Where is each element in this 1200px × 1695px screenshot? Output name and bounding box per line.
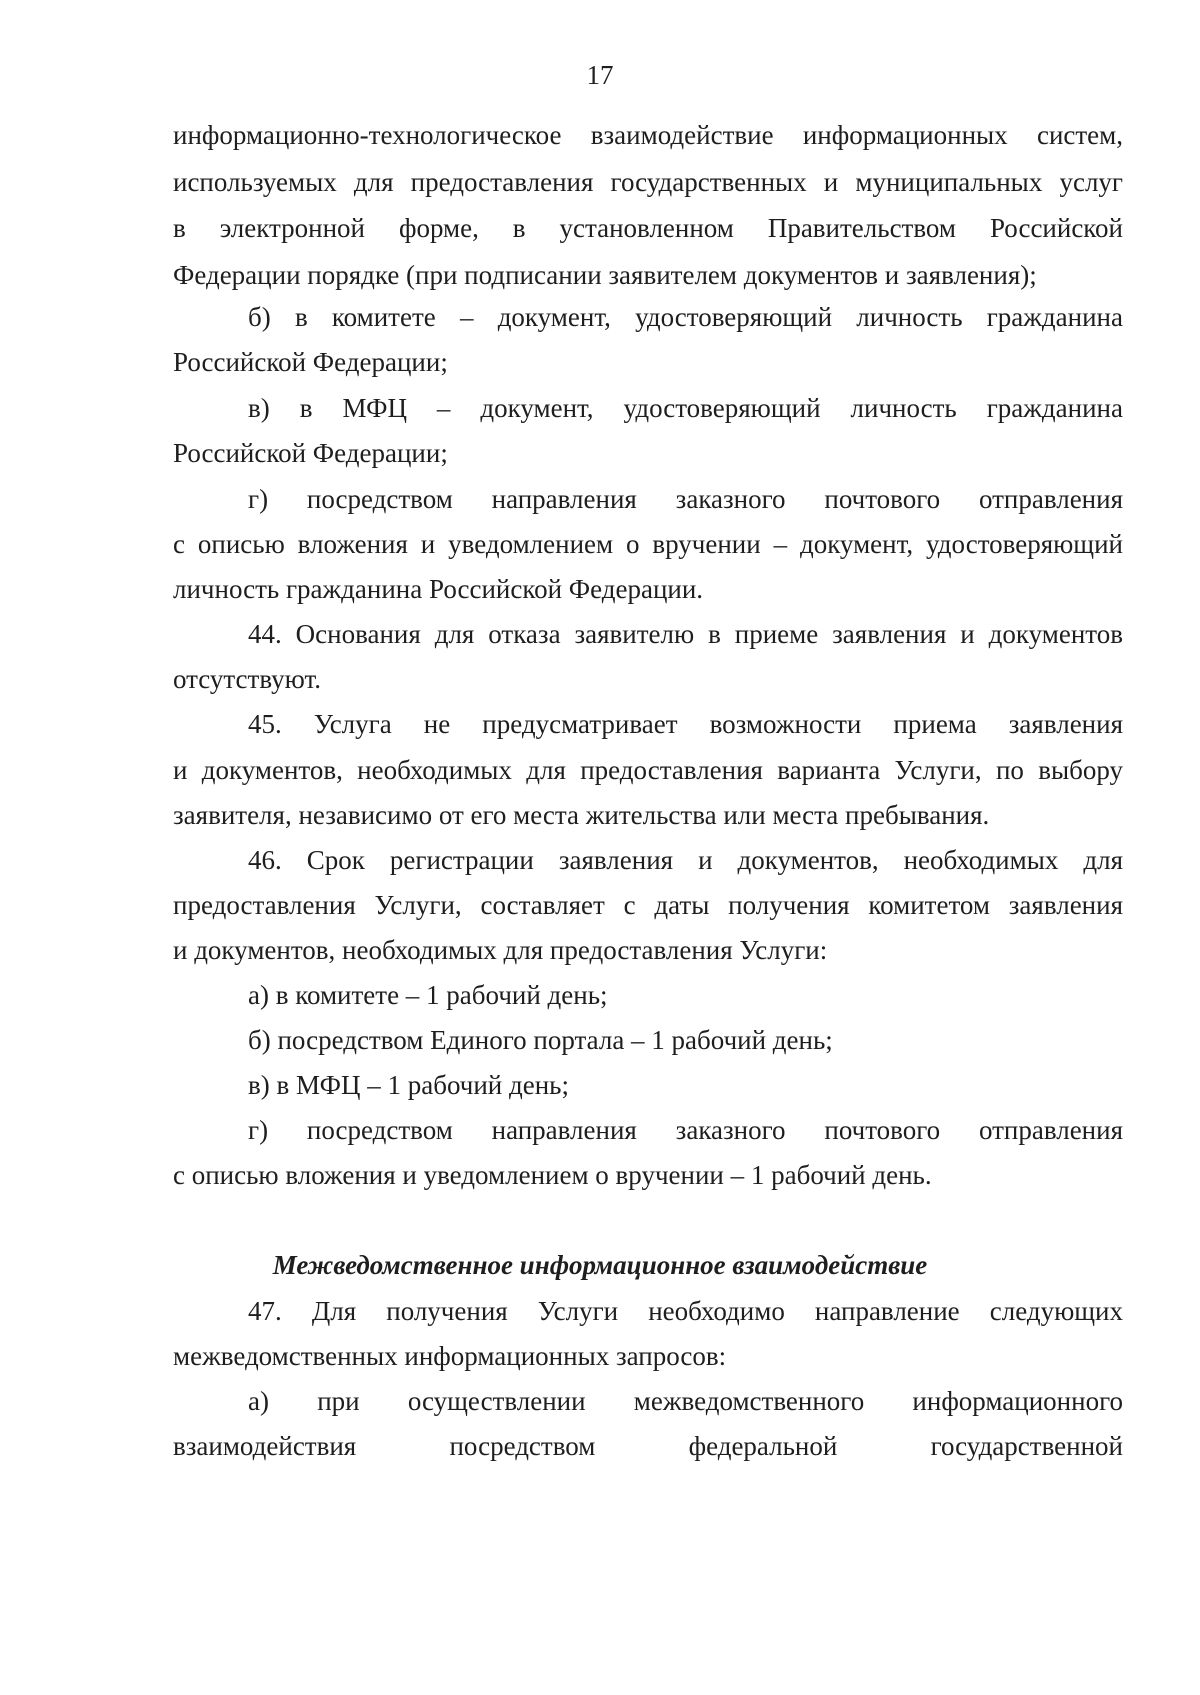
text-line: Российской Федерации; [173, 438, 448, 468]
text-line: 47. Для получения Услуги необходимо направление следующих [248, 1296, 1123, 1326]
text-line: заявителя, независимо от его места жительства или места пребывания. [173, 800, 990, 830]
text-line: информационно-технологическое взаимодействие информационных систем, [173, 120, 1123, 150]
text-line: а) в комитете – 1 рабочий день; [248, 980, 608, 1010]
text-line: 45. Услуга не предусматривает возможности приема заявления [248, 709, 1123, 739]
section-heading: Межведомственное информационное взаимодействие [272, 1250, 928, 1280]
text-line: с описью вложения и уведомлением о вручении – 1 рабочий день. [173, 1160, 932, 1190]
text-line: с описью вложения и уведомлением о вручении – документ, удостоверяющий [173, 529, 1123, 559]
text-line: б) в комитете – документ, удостоверяющий личность гражданина [248, 302, 1123, 332]
text-line: Российской Федерации; [173, 347, 448, 377]
text-line: 44. Основания для отказа заявителю в приеме заявления и документов [248, 619, 1123, 649]
text-line: и документов, необходимых для предоставления Услуги: [173, 935, 828, 965]
text-line: предоставления Услуги, составляет с даты получения комитетом заявления [173, 890, 1123, 920]
text-line: в) в МФЦ – документ, удостоверяющий личность гражданина [248, 393, 1123, 423]
text-line: межведомственных информационных запросов: [173, 1341, 727, 1371]
text-line: отсутствуют. [173, 664, 321, 694]
text-line: взаимодействия посредством федеральной государственной [173, 1431, 1123, 1461]
text-line: а) при осуществлении межведомственного информационного [248, 1386, 1123, 1416]
text-line: и документов, необходимых для предоставления варианта Услуги, по выбору [173, 755, 1123, 785]
text-line: 46. Срок регистрации заявления и документов, необходимых для [248, 845, 1123, 875]
text-line: личность гражданина Российской Федерации. [173, 574, 704, 604]
text-line: г) посредством направления заказного почтового отправления [248, 484, 1123, 514]
text-line: б) посредством Единого портала – 1 рабочий день; [248, 1025, 833, 1055]
text-line: в электронной форме, в установленном Правительством Российской [173, 213, 1123, 243]
text-line: в) в МФЦ – 1 рабочий день; [248, 1070, 569, 1100]
text-line: г) посредством направления заказного почтового отправления [248, 1115, 1123, 1145]
text-line: Федерации порядке (при подписании заявителем документов и заявления); [173, 260, 1037, 290]
page-number: 17 [586, 60, 614, 90]
text-line: используемых для предоставления государственных и муниципальных услуг [173, 167, 1123, 197]
